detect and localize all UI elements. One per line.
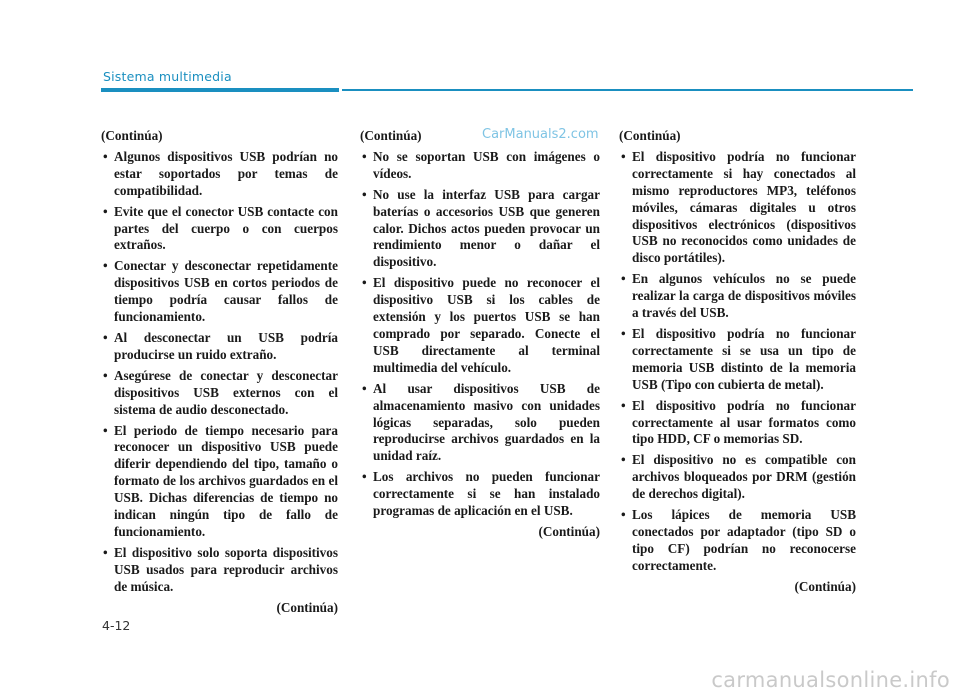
continued-heading: (Continúa) (619, 128, 681, 143)
site-footer-watermark: carmanualsonline.info (711, 668, 950, 692)
list-item: • Los archivos no pueden funcionar correctamente si se han instalado programas de aplicación en el USB. (360, 469, 600, 520)
bullet-list (360, 149, 600, 520)
bullet-list (619, 149, 856, 575)
list-item: • No use la interfaz USB para cargar baterías o accesorios USB que generen calor. Dichos actos pueden provocar un rendimiento menor o dañar el dispositivo. (360, 187, 600, 272)
continued-footer: (Continúa) (538, 523, 600, 539)
list-item: • El dispositivo puede no reconocer el dispositivo USB si los cables de extensión y los puertos USB se han comprado por separado. Conecte el USB directamente al terminal multimedia del vehículo. (360, 275, 600, 376)
continued-footer: (Continúa) (794, 578, 856, 594)
page-number: 4-12 (102, 618, 131, 633)
list-item: • El periodo de tiempo necesario para reconocer un dispositivo USB puede diferir dependiendo del tipo, tamaño o formato de los archivos guardados en el USB. Dichas diferencias de tiempo no indican ningún tipo de fallo de funcionamiento. (101, 423, 338, 541)
list-item: • El dispositivo no es compatible con archivos bloqueados por DRM (gestión de derechos digital). (619, 452, 856, 503)
list-item: • En algunos vehículos no se puede realizar la carga de dispositivos móviles a través del USB. (619, 271, 856, 322)
header-rule-thick (101, 88, 339, 92)
list-item: • Al desconectar un USB podría producirse un ruido extraño. (101, 330, 338, 364)
list-item: • Asegúrese de conectar y desconectar dispositivos USB externos con el sistema de audio desconectado. (101, 368, 338, 419)
list-item: • El dispositivo podría no funcionar correctamente si hay conectados al mismo reproductores MP3, teléfonos móviles, cámaras digitales u otros dispositivos electrónicos (dispositivos USB no reconocidos como unidades de disco portátiles). (619, 149, 856, 267)
list-item: • Los lápices de memoria USB conectados por adaptador (tipo SD o tipo CF) podrían no reconocerse correctamente. (619, 507, 856, 575)
list-item: • Evite que el conector USB contacte con partes del cuerpo o con cuerpos extraños. (101, 204, 338, 255)
list-item: • El dispositivo podría no funcionar correctamente si se usa un tipo de memoria USB distinto de la memoria USB (Tipo con cubierta de metal). (619, 326, 856, 394)
bullet-list (101, 149, 338, 596)
list-item: • Algunos dispositivos USB podrían no estar soportados por temas de compatibilidad. (101, 149, 338, 200)
list-item: • Conectar y desconectar repetidamente dispositivos USB en cortos periodos de tiempo podría causar fallos de funcionamiento. (101, 258, 338, 326)
continued-heading: (Continúa) (101, 128, 163, 143)
text-column-1 (101, 128, 338, 616)
continued-footer: (Continúa) (276, 599, 338, 615)
continued-heading: (Continúa) (360, 128, 422, 143)
list-item: • El dispositivo podría no funcionar correctamente al usar formatos como tipo HDD, CF o memorias SD. (619, 398, 856, 449)
list-item: • No se soportan USB con imágenes o vídeos. (360, 149, 600, 183)
list-item: • El dispositivo solo soporta dispositivos USB usados para reproducir archivos de música. (101, 545, 338, 596)
list-item: • Al usar dispositivos USB de almacenamiento masivo con unidades lógicas separadas, solo pueden reproducirse archivos guardados en la unidad raíz. (360, 381, 600, 466)
section-title: Sistema multimedia (103, 69, 232, 84)
text-column-3 (619, 128, 856, 596)
text-column-2 (360, 128, 600, 541)
watermark: CarManuals2.com (482, 127, 599, 142)
header-rule-thin (342, 89, 913, 91)
